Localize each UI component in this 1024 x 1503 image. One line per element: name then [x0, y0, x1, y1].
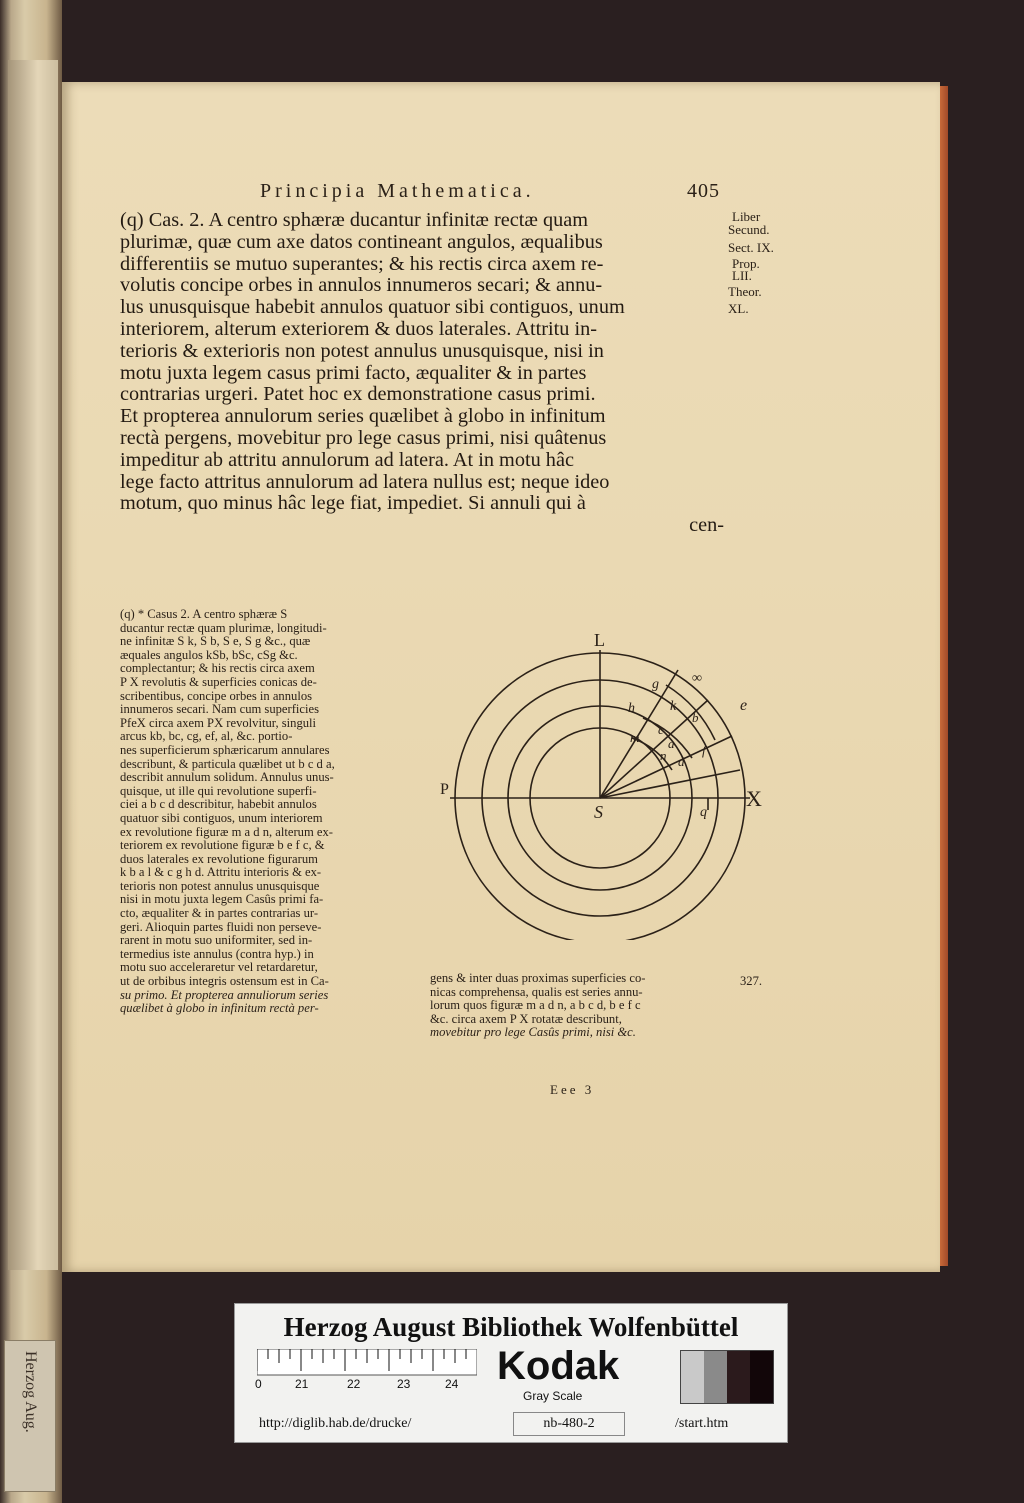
start-page-text: /start.htm	[675, 1416, 729, 1431]
footnote-line: cto, æqualiter & in partes contrarias ur-	[120, 906, 319, 921]
ruler-number: 24	[445, 1377, 459, 1391]
label-d: d	[678, 754, 685, 769]
footnote-line: &c. circa axem P X rotatæ describunt,	[430, 1011, 622, 1026]
footnote-line: describunt, & particula quælibet ut b c d a,	[120, 756, 335, 771]
footnote-line: terioris non potest annulus unusquisque	[120, 878, 320, 893]
footnote-line: k b a l & c g h d. Attritu interioris & ex-	[120, 865, 322, 880]
label-b: b	[692, 710, 699, 725]
footnote-line: motu suo acceleraretur vel retardaretur,	[120, 960, 318, 975]
footnote-line: scribentibus, concipe orbes in annulos	[120, 688, 313, 703]
spine-label	[4, 1340, 56, 1492]
text-line: motu juxta legem casus primi facto, æqualiter & in partes	[120, 361, 587, 384]
previous-page-edge	[8, 60, 58, 1270]
catchword: cen-	[689, 514, 724, 537]
label-m: m	[630, 730, 640, 745]
footnote-line: complectantur; & his rectis circa axem	[120, 661, 315, 676]
footnote-right	[430, 972, 730, 1040]
margin-line: Liber	[732, 209, 761, 224]
gray-patch	[681, 1351, 704, 1403]
footnote-line: rarent in motu suo uniformiter, sed in-	[120, 933, 313, 948]
footnote-line: ex revolutione figuræ m a d n, alterum ex-	[120, 824, 333, 839]
footnote-line: innumeros secari. Nam cum superficies	[120, 702, 319, 717]
footnote-line: ducantur rectæ quam plurimæ, longitudi-	[120, 620, 327, 635]
geometric-figure	[440, 630, 770, 940]
kodak-logo: Kodak	[497, 1344, 620, 1388]
label-q: q	[700, 805, 707, 820]
footnote-line: quatuor sibi contiguos, unum interiorem	[120, 810, 323, 825]
footnote-margin-ref: 327.	[740, 974, 763, 988]
label-S: S	[594, 802, 603, 822]
running-header	[260, 180, 720, 210]
footnote-line: quisque, ut ille qui revolutione superfi-	[120, 783, 317, 798]
footnote-line: movebitur pro lege Casûs primi, nisi &c.	[430, 1025, 636, 1040]
gray-scale-label: Gray Scale	[523, 1389, 583, 1403]
footnote-line: nisi in motu juxta legem Casûs primi fa-	[120, 892, 324, 907]
footnote-line: arcus kb, bc, cg, ef, al, &c. portio-	[120, 729, 293, 744]
label-g: g	[652, 677, 659, 692]
footnote-line: lorum quos figuræ m a d n, a b c d, b e f c	[430, 998, 641, 1013]
footnote-line: nes superficierum sphæricarum annulares	[120, 742, 330, 757]
footnote-line: nicas comprehensa, qualis est series annu-	[430, 984, 643, 999]
footnote-line: æquales angulos kSb, bSc, cSg &c.	[120, 647, 298, 662]
ruler-number: 21	[295, 1377, 309, 1391]
text-line: interiorem, alterum exteriorem & duos laterales. Attritu in-	[120, 317, 598, 340]
label-c: c	[658, 722, 664, 737]
ruler	[257, 1349, 477, 1389]
margin-line: Prop.	[732, 256, 760, 271]
text-line: plurimæ, quæ cum axe datos contineant angulos, æqualibus	[120, 230, 603, 253]
footnote-line: ne infinitæ S k, S b, S e, S g &c., quæ	[120, 634, 311, 649]
label-a: a	[668, 736, 675, 751]
ruler-number: 0	[255, 1377, 262, 1391]
signature-mark: Eee 3	[550, 1082, 595, 1097]
text-line: lege facto attritus annulorum ad latera nullus est; neque ideo	[120, 470, 610, 493]
ruler-number: 23	[397, 1377, 411, 1391]
text-line: terioris & exterioris non potest annulus unusquisque, nisi in	[120, 339, 604, 362]
margin-line: Secund.	[728, 222, 770, 237]
gray-patch	[704, 1351, 727, 1403]
library-name: Herzog August Bibliothek Wolfenbüttel	[283, 1312, 739, 1342]
text-line: (q) Cas. 2. A centro sphæræ ducantur infinitæ rectæ quam	[120, 209, 589, 231]
text-line: volutis concipe orbes in annulos innumeros secari; & annu-	[120, 274, 603, 297]
footnote-line: quælibet à globo in infinitum rectà per-	[120, 1001, 319, 1016]
margin-line: Sect. IX.	[728, 240, 774, 255]
ruler-number: 22	[347, 1377, 361, 1391]
label-h: h	[628, 701, 635, 716]
footnote-line: teriorem ex revolutione figuræ b e f c, &	[120, 838, 325, 853]
margin-line: XL.	[728, 301, 749, 316]
label-n: n	[660, 748, 667, 763]
footnote-line: P X revolutis & superficies conicas de-	[120, 674, 317, 689]
footnote-line: duos laterales ex revolutione figurarum	[120, 851, 318, 866]
text-line: motum, quo minus hâc lege fiat, impediet. Si annuli qui à	[120, 492, 586, 515]
label-L: L	[594, 630, 605, 650]
running-title: Principia Mathematica.	[260, 180, 535, 202]
footnote-line: su primo. Et propterea annuliorum series	[120, 987, 329, 1002]
page-number: 405	[687, 180, 720, 202]
text-line: contrarias urgeri. Patet hoc ex demonstratione casus primi.	[120, 383, 596, 406]
gray-patch	[727, 1351, 750, 1403]
label-P: P	[440, 781, 449, 798]
label-X: X	[746, 786, 762, 811]
page-fore-edge	[940, 86, 948, 1266]
label-e: e	[740, 697, 748, 714]
text-line: differentiis se mutuo superantes; & his rectis circa axem re-	[120, 252, 604, 275]
scan-info-strip	[234, 1303, 788, 1443]
main-text	[120, 210, 724, 537]
footnote-line: ut de orbibus integris ostensum est in Ca-	[120, 974, 329, 989]
footnote-line: geri. Alioquin partes fluidi non perseve-	[120, 919, 322, 934]
text-line: impeditur ab attritu annulorum ad latera. At in motu hâc	[120, 448, 574, 471]
footnote-line: PfeX circa axem PX revolvitur, singuli	[120, 715, 317, 730]
shelfmark: nb-480-2	[543, 1416, 595, 1431]
footnote-line: ciei a b c d describitur, habebit annulos	[120, 797, 317, 812]
text-line: lus unusquisque habebit annulos quatuor sibi contiguos, unum	[120, 296, 625, 319]
footnote-left	[120, 608, 420, 1016]
gray-scale-patches	[680, 1350, 774, 1404]
label-k: k	[670, 699, 677, 714]
footnote-line: describit annulum solidum. Annulus unus-	[120, 770, 334, 785]
text-line: Et propterea annulorum series quælibet à globo in infinitum	[120, 405, 606, 428]
label-infinity: ∞	[692, 671, 702, 686]
url-text: http://diglib.hab.de/drucke/	[259, 1416, 412, 1431]
footnote-line: gens & inter duas proximas superficies co-	[430, 971, 646, 985]
margin-line: Theor.	[728, 284, 762, 299]
spine-label-text: Herzog Aug.	[22, 1351, 39, 1433]
footnote-line: (q) * Casus 2. A centro sphæræ S	[120, 607, 288, 621]
footnote-line: termedius iste annulus (contra hyp.) in	[120, 946, 314, 961]
text-line: rectà pergens, movebitur pro lege casus primi, nisi quâtenus	[120, 426, 607, 449]
margin-line: LII.	[732, 268, 752, 283]
gray-patch	[750, 1351, 773, 1403]
label-f: f	[702, 743, 706, 758]
shelfmark-box	[513, 1412, 625, 1436]
